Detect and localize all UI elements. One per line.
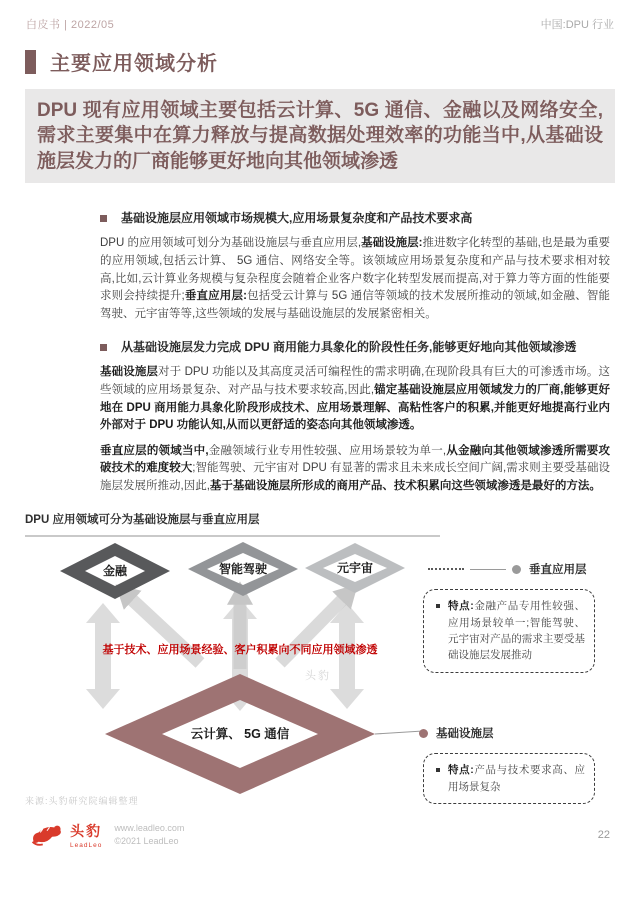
page-header [0,0,640,32]
section-accent-bar [25,50,36,74]
legend-dotted-leader [428,568,464,570]
legend-infrastructure-layer [419,725,494,741]
callout-lead: 特点: [448,600,474,613]
footer-brand [70,821,102,849]
source-note: 来源:头豹研究院编辑整理 [25,796,139,807]
diamond-finance-label: 金融 [102,564,128,579]
bullet-heading-text: 基础设施层应用领域市场规模大,应用场景复杂度和产品技术要求高 [121,211,473,226]
callout-infrastructure-traits [423,753,595,804]
footer-website: www.leadleo.com [114,822,185,833]
footer-brand-cn: 头豹 [70,823,103,840]
callout-infrastructure-text [448,762,585,795]
body-paragraph: DPU 的应用领域可划分为基础设施层与垂直应用层,基础设施层:推进数字化转型的基础,也是最为重要的应用领域,包括云计算、 5G 通信、网络安全等。该领域应用场景复杂度和产品与技术要求相对较高,比如,云计算业务规模与复杂程度会随着企业客户数字化转型发展而提高,对于算力等方面的性能要求则会持续提升;垂直应用层:包括受云计算与 5G 通信等领域的技术发展所推动的领域,如金融、智能驾驶、元宇宙等等,这些领域的发展与基础设施层的发展紧密相关。 [100,237,610,320]
header-industry: 中国:DPU 行业 [540,19,614,31]
body-paragraph: 垂直应层的领域当中,金融领域行业专用性较强、应用场景较为单一,从金融向其他领域渗透所需要攻破技术的难度较大;智能驾驶、元宇宙对 DPU 有显著的需求且未来成长空间广阔,需求则主要受基础设施层发展所推动,因此,基于基础设施层所形成的商用产品、技术积累向这些领域渗透是最好的方法。 [100,444,611,492]
section-heading [25,47,615,76]
legend-infrastructure-label: 基础设施层 [436,728,494,741]
bullet-square-icon [100,215,107,222]
footer-site-block [114,822,184,849]
figure-divider [25,535,440,537]
header-doc-type: 白皮书 | 2022/05 [26,19,115,31]
callout-vertical-text [448,598,585,663]
page-footer [0,821,640,849]
diamond-metaverse-label: 元宇宙 [336,561,374,576]
footer-brand-en: LeadLeo [70,842,103,850]
callout-vertical-traits [423,589,595,672]
diamond-infrastructure-label: 云计算、 5G 通信 [190,727,290,742]
figure-title: DPU 应用领域可分为基础设施层与垂直应用层 [25,514,260,527]
callout-lead: 特点: [448,764,474,777]
bullet-heading-text: 从基础设施层发力完成 DPU 商用能力具象化的阶段性任务,能够更好地向其他领域渗透 [121,340,577,355]
section-title: 主要应用领域分析 [50,53,218,75]
body-paragraph: 基础设施层对于 DPU 功能以及其高度灵活可编程性的需求明确,在现阶段具有巨大的可渗透市场。这些领域的应用场景复杂、对产品与技术要求较高,因此,锚定基础设施层应用领域发力的厂商,能够更好地在 DPU 商用能力具象化阶段形成技术、应用场景理解、高粘性客户的积累,并能更好地提高行业内外部对于 DPU 功能认知,从而以更舒适的姿态向其他领域渗透。 [100,366,610,432]
penetration-arrow-text: 基于技术、应用场景经验、客户积累向不同应用领域渗透 [102,644,378,657]
callout-text: 产品与技术要求高、应用场景复杂 [448,764,585,793]
legend-vertical-label: 垂直应用层 [529,564,587,577]
bullet-heading [100,209,610,227]
legend-dot-gray [512,565,521,574]
banner-text: DPU 现有应用领域主要包括云计算、5G 通信、金融以及网络安全,需求主要集中在算力释放与提高数据处理效率的功能当中,从基础设施层发力的厂商能够更好地向其他领域渗透 [37,100,603,172]
base-connector-line [375,731,423,734]
key-takeaway-banner [25,89,615,183]
footer-copyright: ©2021 LeadLeo [114,836,179,847]
callout-bullet [436,768,440,772]
watermark-text: 头豹 [305,670,331,683]
application-layers-diagram [25,541,615,809]
callout-bullet [436,604,440,608]
page-number: 22 [597,829,610,842]
fan-arrows [127,595,347,669]
legend-dot-brick [419,729,428,738]
callout-text: 金融产品专用性较强、应用场景较单一;智能驾驶、元宇宙对产品的需求主要受基础设施层发展推动 [448,600,585,662]
legend-vertical-layer [428,561,587,577]
body-content [100,209,610,495]
footer-brand-group [30,821,184,849]
legend-line [470,569,506,570]
leadleo-leopard-icon [30,822,64,848]
bullet-square-icon [100,344,107,351]
diamond-autonomous-driving-label: 智能驾驶 [218,562,268,577]
bullet-heading [100,338,610,356]
